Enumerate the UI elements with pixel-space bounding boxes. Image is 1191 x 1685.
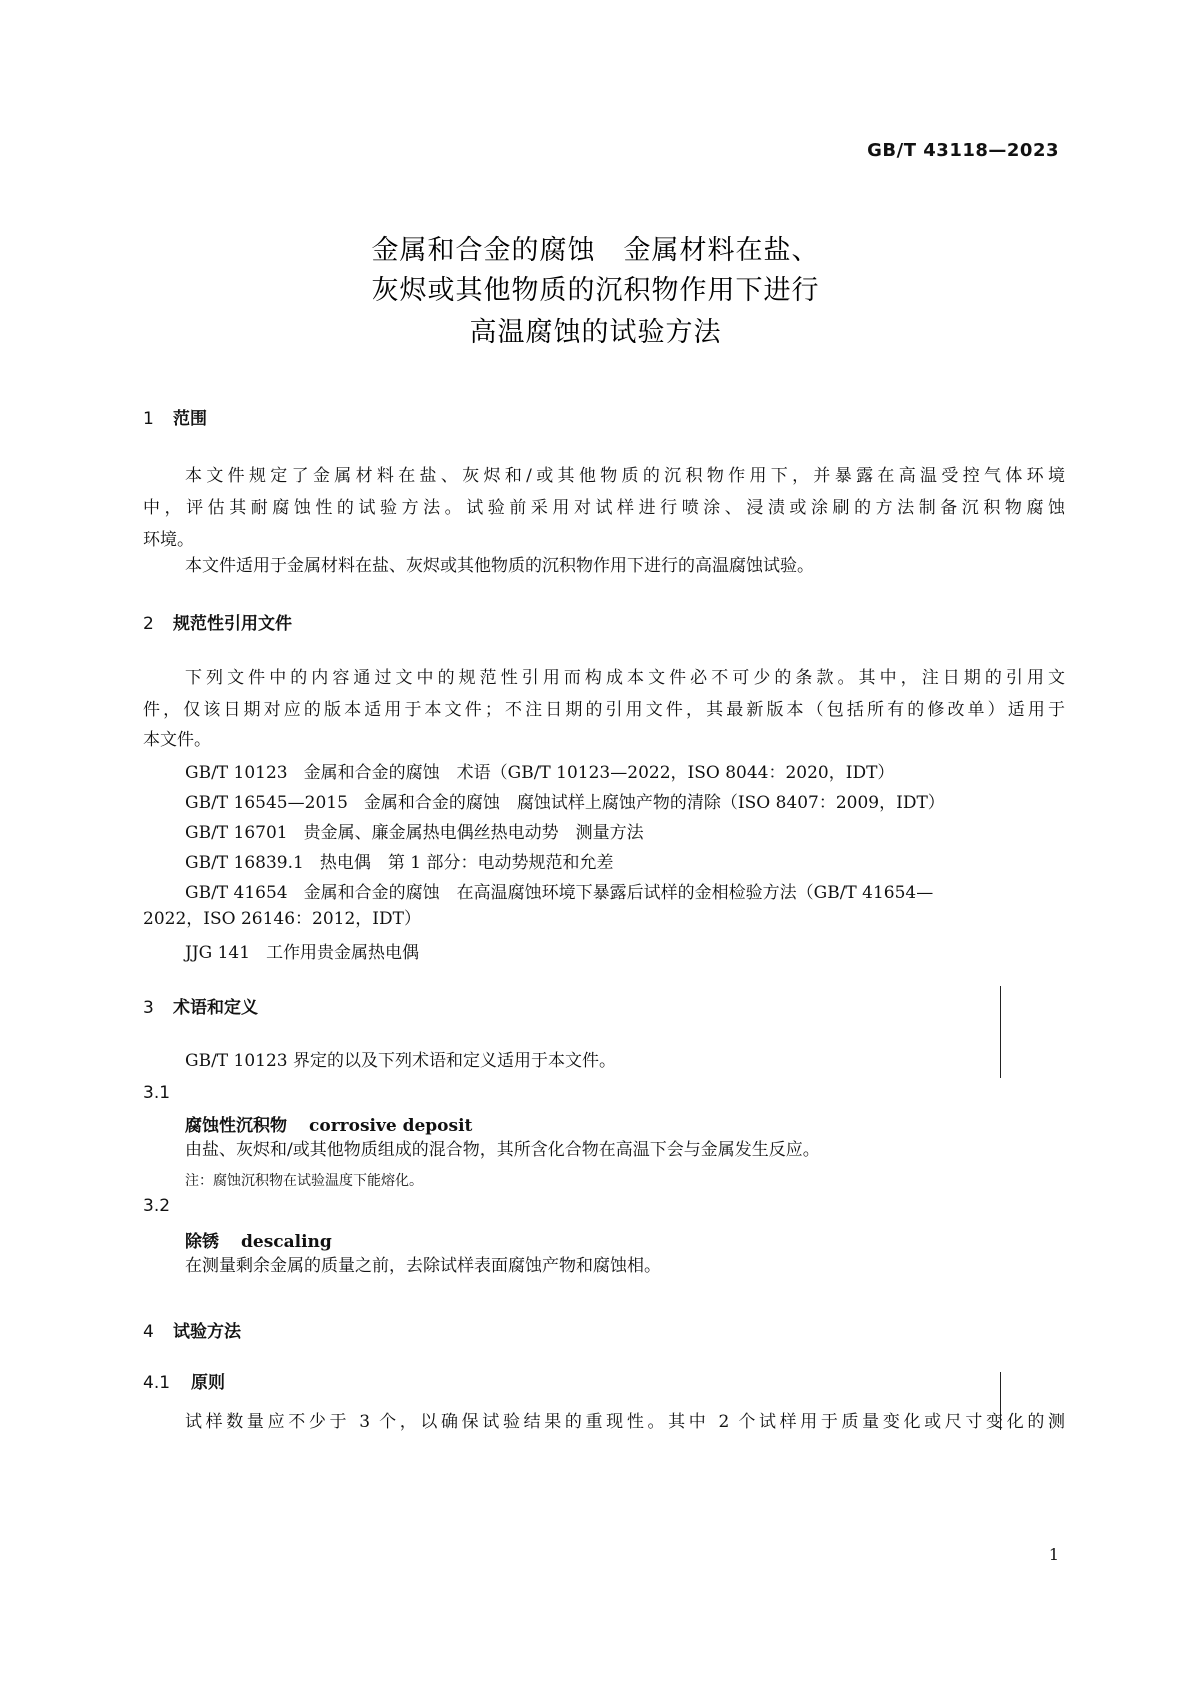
paragraph-line: 试样数量应不少于 3 个，以确保试验结果的重现性。其中 2 个试样用于质量变化或尺寸变化的测 <box>185 1412 1065 1432</box>
term-number: 3.1 <box>143 1083 171 1103</box>
reference-continuation: 2022，ISO 26146：2012，IDT） <box>143 909 421 929</box>
paragraph-line: 本文件规定了金属材料在盐、灰烬和/或其他物质的沉积物作用下，并暴露在高温受控气体环境 <box>185 466 1065 486</box>
reference-code: GB/T 41654 <box>185 883 288 903</box>
term-entry <box>185 1111 472 1136</box>
reference-title: 金属和合金的腐蚀 腐蚀试样上腐蚀产物的清除（ISO 8407：2009，IDT） <box>363 793 945 813</box>
subsection-number: 4.1 <box>143 1373 171 1393</box>
section-number: 2 <box>143 614 154 634</box>
page-number: 1 <box>1048 1545 1059 1564</box>
standard-id: GB/T 43118—2023 <box>867 140 1059 161</box>
reference-item <box>185 938 419 963</box>
reference-code: JJG 141 <box>185 943 251 963</box>
section-2-heading <box>143 609 292 634</box>
paragraph-line: GB/T 10123 界定的以及下列术语和定义适用于本文件。 <box>185 1051 617 1071</box>
reference-code: GB/T 16839.1 <box>185 853 304 873</box>
paragraph-line: 本文件适用于金属材料在盐、灰烬或其他物质的沉积物作用下进行的高温腐蚀试验。 <box>185 556 814 576</box>
term-number: 3.2 <box>143 1196 171 1216</box>
section-title: 术语和定义 <box>173 998 258 1018</box>
reference-item <box>185 788 945 813</box>
reference-title: 贵金属、廉金属热电偶丝热电动势 测量方法 <box>303 823 644 843</box>
reference-item <box>185 848 613 873</box>
reference-code: GB/T 16701 <box>185 823 288 843</box>
term-definition: 在测量剩余金属的质量之前，去除试样表面腐蚀产物和腐蚀相。 <box>185 1256 661 1276</box>
section-number: 4 <box>143 1322 154 1342</box>
section-title: 规范性引用文件 <box>173 614 292 634</box>
paragraph-line: 下列文件中的内容通过文中的规范性引用而构成本文件必不可少的条款。其中，注日期的引用文 <box>185 668 1065 688</box>
paragraph-line: 本文件。 <box>143 730 211 750</box>
reference-item <box>185 818 644 843</box>
term-definition: 由盐、灰烬和/或其他物质组成的混合物，其所含化合物在高温下会与金属发生反应。 <box>185 1140 820 1160</box>
paragraph-line: 环境。 <box>143 530 194 550</box>
reference-code: GB/T 10123 <box>185 763 288 783</box>
term-english: descaling <box>241 1232 332 1252</box>
section-1-heading <box>143 404 207 429</box>
reference-title: 金属和合金的腐蚀 在高温腐蚀环境下暴露后试样的金相检验方法（GB/T 41654— <box>303 883 934 903</box>
subsection-title: 原则 <box>191 1373 225 1393</box>
section-title: 试验方法 <box>173 1322 241 1342</box>
title-line-2: 灰烬或其他物质的沉积物作用下进行 <box>371 275 820 306</box>
reference-item <box>185 878 933 903</box>
section-title: 范围 <box>173 409 207 429</box>
paragraph-line: 中，评估其耐腐蚀性的试验方法。试验前采用对试样进行喷涂、浸渍或涂刷的方法制备沉积物腐蚀 <box>143 498 1065 518</box>
title-line-3: 高温腐蚀的试验方法 <box>469 317 722 348</box>
subsection-4-1-heading <box>143 1368 225 1393</box>
reference-title: 金属和合金的腐蚀 术语（GB/T 10123—2022，ISO 8044：2020，IDT） <box>303 763 895 783</box>
section-number: 3 <box>143 998 154 1018</box>
reference-item <box>185 758 894 783</box>
reference-code: GB/T 16545—2015 <box>185 793 348 813</box>
term-chinese: 除锈 <box>185 1232 219 1252</box>
term-english: corrosive deposit <box>309 1116 473 1136</box>
term-entry <box>185 1227 332 1252</box>
paragraph-line: 件，仅该日期对应的版本适用于本文件；不注日期的引用文件，其最新版本（包括所有的修改单）适用于 <box>143 700 1065 720</box>
term-note: 注：腐蚀沉积物在试验温度下能熔化。 <box>185 1173 423 1189</box>
reference-title: 热电偶 第 1 部分：电动势规范和允差 <box>319 853 614 873</box>
reference-title: 工作用贵金属热电偶 <box>266 943 420 963</box>
title-line-1: 金属和合金的腐蚀 金属材料在盐、 <box>371 235 820 266</box>
term-chinese: 腐蚀性沉积物 <box>185 1116 287 1136</box>
section-3-heading <box>143 993 258 1018</box>
section-4-heading <box>143 1317 241 1342</box>
section-number: 1 <box>143 409 154 429</box>
